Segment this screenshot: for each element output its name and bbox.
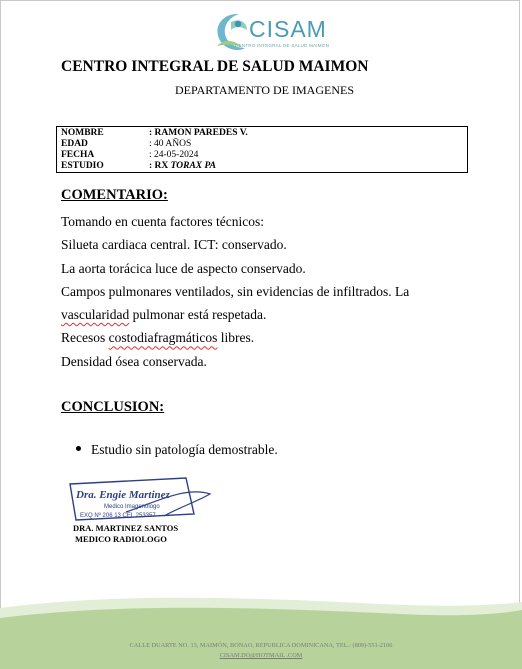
- study-type: TORAX PA: [170, 161, 216, 171]
- patient-row-nombre: [61, 128, 467, 139]
- patient-label: NOMBRE: [61, 128, 104, 138]
- comentario-line: Campos pulmonares ventilados, sin evidencias de infiltrados. La: [61, 283, 410, 299]
- patient-row-edad: [61, 139, 467, 150]
- patient-value: [149, 161, 216, 172]
- line-rest: pulmonar está respetada.: [129, 307, 267, 323]
- study-prefix: : RX: [149, 161, 171, 171]
- patient-label: ESTUDIO: [61, 161, 104, 171]
- signature-stamp: [66, 472, 216, 522]
- comentario-line: Densidad ósea conservada.: [61, 353, 207, 369]
- spellcheck-word: costodiafragmáticos: [108, 330, 218, 346]
- comentario-line: Tomando en cuenta factores técnicos:: [61, 214, 264, 229]
- logo-word: CISAM: [249, 16, 327, 42]
- patient-value: : RAMON PAREDES V.: [149, 128, 248, 138]
- patient-label: EDAD: [61, 139, 88, 149]
- comentario-line: La aorta torácica luce de aspecto conservado.: [61, 260, 306, 276]
- email-link[interactable]: CISAM.DO@HOTMAIL .COM: [219, 652, 303, 659]
- stamp-name: Dra. Engie Martinez: [76, 489, 170, 501]
- list-item: [76, 438, 278, 461]
- patient-value: : 24-05-2024: [149, 150, 199, 160]
- conclusion-list: [76, 438, 278, 461]
- comentario-line: [61, 303, 409, 326]
- page-title: CENTRO INTEGRAL DE SALUD MAIMON: [61, 58, 369, 75]
- department-title: DEPARTAMENTO DE IMAGENES: [175, 83, 354, 97]
- line-rest: libres.: [217, 330, 255, 346]
- patient-label: FECHA: [61, 150, 95, 160]
- logo-subtitle: CENTRO INTEGRAL DE SALUD MAIMON: [235, 43, 330, 48]
- patient-row-estudio: [61, 161, 467, 172]
- spellcheck-word: vascularidad: [61, 307, 130, 323]
- comentario-line: [61, 326, 409, 349]
- stamp-outline: [66, 472, 216, 522]
- comentario-line: Silueta cardiaca central. ICT: conservado.: [61, 237, 287, 253]
- comentario-body: [61, 210, 409, 373]
- line-start: Recesos: [61, 330, 109, 346]
- patient-row-fecha: [61, 150, 467, 161]
- signer-role: MEDICO RADIOLOGO: [75, 534, 167, 544]
- signer-name: DRA. MARTINEZ SANTOS: [73, 523, 179, 533]
- bullet-icon: [76, 446, 81, 451]
- cisam-logo: [205, 8, 330, 56]
- footer-email: [0, 652, 522, 659]
- stamp-exequatur: EXQ Nº 206 13 CEL 253357: [80, 513, 156, 519]
- conclusion-item: Estudio sin patología demostrable.: [91, 442, 278, 457]
- comentario-heading: COMENTARIO:: [61, 187, 168, 203]
- patient-value: : 40 AÑOS: [149, 139, 192, 149]
- conclusion-heading: CONCLUSION:: [61, 399, 165, 415]
- footer-address: CALLE DUARTE NO. 13, MAIMÓN, BONAO, REPUBLICA DOMINICANA, TEL.: (809)-551-2106: [129, 642, 393, 649]
- patient-info-box: [56, 126, 468, 173]
- stamp-role: Medico Imagenólogo: [104, 504, 160, 510]
